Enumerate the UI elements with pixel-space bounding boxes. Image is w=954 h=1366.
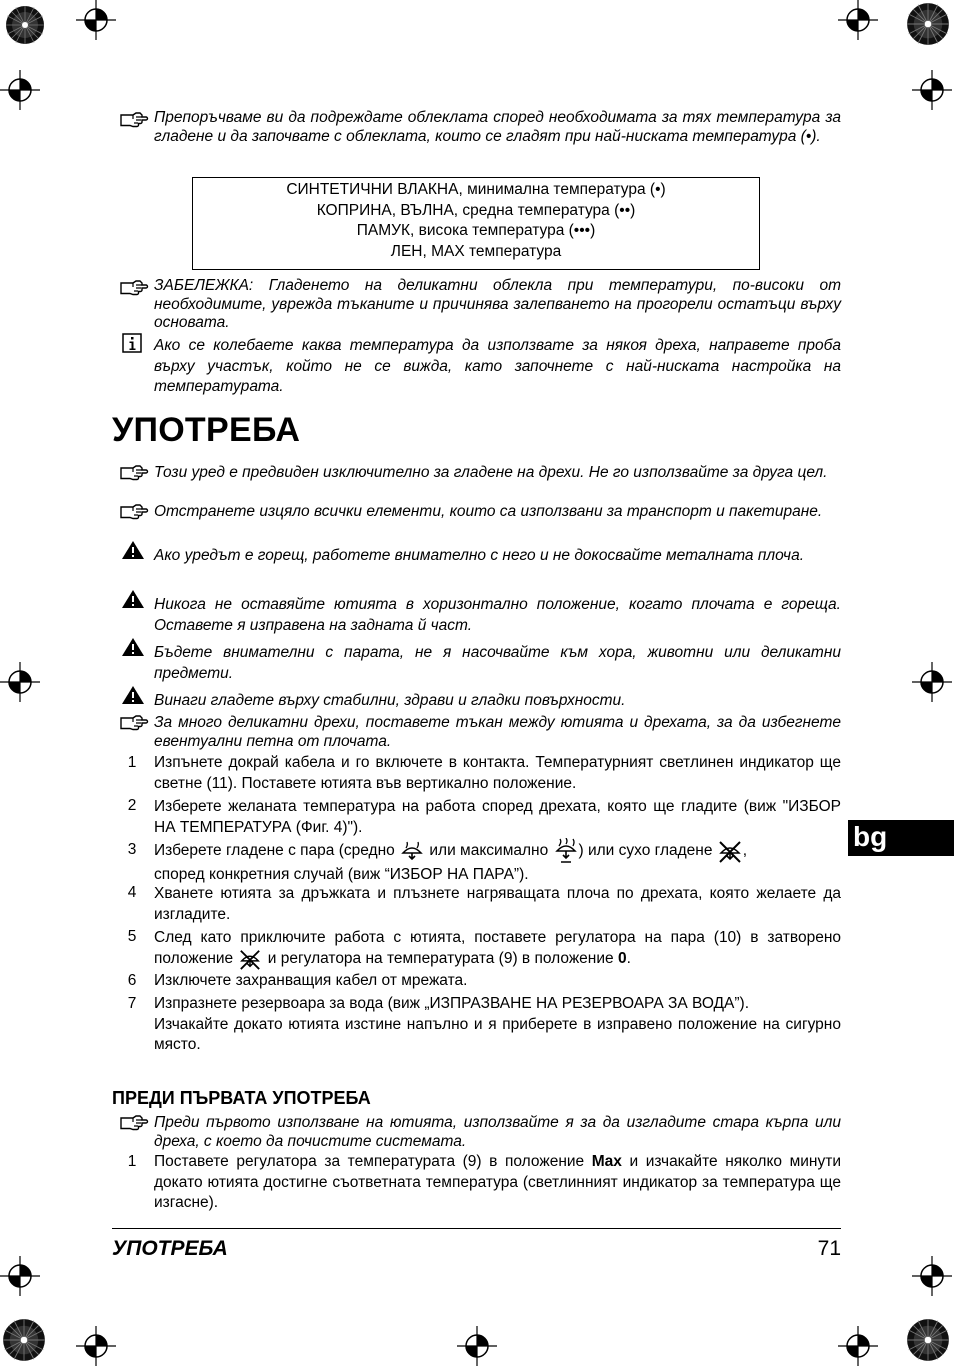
step-number: 7 xyxy=(127,995,137,1012)
usage-note: За много деликатни дрехи, поставете тъкан между ютията и дрехата, за да избегнете евентуални петна от плочата. xyxy=(154,714,841,750)
table-row: КОПРИНА, ВЪЛНА, средна температура (••) xyxy=(316,201,636,219)
dry-ironing-icon xyxy=(717,839,743,863)
steam-max-icon xyxy=(553,838,579,864)
step-number: 4 xyxy=(127,884,137,901)
language-tab: bg xyxy=(848,820,954,856)
warning-icon xyxy=(121,540,145,560)
step-text: Изключете захранващия кабел от мрежата. xyxy=(154,972,468,989)
steam-medium-icon xyxy=(399,841,425,861)
warning-icon xyxy=(121,637,145,657)
subsection-title: ПРЕДИ ПЪРВАТА УПОТРЕБА xyxy=(112,1088,371,1108)
pointing-hand-icon xyxy=(119,109,149,129)
step-text: Изберете гладене с пара (средно или максимално ) или сухо гладене , според конкретния случай (виж “ИЗБОР НА ПАРА”). xyxy=(154,838,841,886)
table-row: ЛЕН, MAX температура xyxy=(390,242,562,260)
step-number: 1 xyxy=(127,1153,137,1170)
step-number: 3 xyxy=(127,841,137,858)
registration-mark-icon xyxy=(457,1326,497,1366)
registration-mark-icon xyxy=(0,70,40,110)
step-text: Изпразнете резервоара за вода (виж „ИЗПРАЗВАНЕ НА РЕЗЕРВОАРА ЗА ВОДА”). Изчакайте докато ютията изстине напълно и я приберете в изправено положение на сигурно място. xyxy=(154,995,841,1053)
pointing-hand-icon xyxy=(119,462,149,482)
usage-note: Винаги гладете върху стабилни, здрави и гладки повърхности. xyxy=(154,692,626,709)
footer-section-name: УПОТРЕБА xyxy=(112,1237,228,1260)
registration-mark-icon xyxy=(912,70,952,110)
table-row: ПАМУК, висока температура (•••) xyxy=(356,222,596,239)
intro-note: ЗАБЕЛЕЖКА: Гладенето на деликатни облекла при температури, по-високи от необходимите, уврежда тъканите и причинява залепването на прогорели остатъци върху основата. xyxy=(154,277,841,331)
dry-ironing-icon xyxy=(237,948,263,970)
warning-icon xyxy=(121,685,145,705)
usage-note: Този уред е предвиден изключително за гладене на дрехи. Не го използвайте за друга цел. xyxy=(154,464,828,481)
pointing-hand-icon xyxy=(119,712,149,732)
footer-divider xyxy=(112,1228,841,1229)
usage-note: Никога не оставяйте ютията в хоризонтално положение, когато плочата е гореща. Оставете я изправена на задната й част. xyxy=(154,596,841,634)
pointing-hand-icon xyxy=(119,1112,149,1132)
usage-note: Бъдете внимателни с парата, не я насочвайте към хора, животни или деликатни предмети. xyxy=(154,644,841,682)
registration-mark-icon xyxy=(76,0,116,40)
color-target-icon xyxy=(2,1318,46,1362)
section-title: УПОТРЕБА xyxy=(112,411,301,449)
pointing-hand-icon xyxy=(119,501,149,521)
registration-mark-icon xyxy=(912,662,952,702)
registration-mark-icon xyxy=(76,1326,116,1366)
registration-mark-icon xyxy=(0,0,60,60)
registration-mark-icon xyxy=(838,0,878,40)
intro-info: Ако се колебаете каква температура да използвате за някоя дреха, направете проба върху участък, който не се вижда, като започнете с най-ниската настройка на температурата. xyxy=(154,337,841,395)
page-number: 71 xyxy=(817,1237,841,1260)
color-target-icon xyxy=(906,1318,950,1362)
step-number: 6 xyxy=(127,972,137,989)
pointing-hand-icon xyxy=(119,277,149,297)
step-text: Изпънете докрай кабела и го включете в контакта. Температурният светлинен индикатор ще светне (11). Поставете ютията във вертикално положение. xyxy=(154,754,841,792)
table-row: СИНТЕТИЧНИ ВЛАКНА, минимална температура (•) xyxy=(286,181,666,198)
usage-note: Ако уредът е горещ, работете внимателно с него и не докосвайте металната плоча. xyxy=(154,547,805,564)
registration-mark-icon xyxy=(838,1326,878,1366)
intro-tip: Препоръчваме ви да подреждате облеклата според необходимата за тях температура за гладене и да започвате с облеклата, които се гладят при най-ниската температура (•). xyxy=(154,109,841,145)
step-number: 5 xyxy=(127,928,137,945)
usage-note: Отстранете изцяло всички елементи, които са използвани за транспорт и пакетиране. xyxy=(154,503,823,520)
registration-mark-icon xyxy=(912,1256,952,1296)
step-number: 2 xyxy=(127,797,137,814)
color-target-icon xyxy=(906,2,950,46)
step-text: След като приключите работа с ютията, поставете регулатора на пара (10) в затворено положение и регулатора на температурата (9) в положение 0. xyxy=(154,927,841,970)
registration-mark-icon xyxy=(0,1256,40,1296)
step-text: Хванете ютията за дръжката и плъзнете нагряващата плоча по дрехата, която желаете да изгладите. xyxy=(154,885,841,923)
warning-icon xyxy=(121,589,145,609)
first-use-tip: Преди първото използване на ютията, използвайте я за да изгладите стара кърпа или дреха, с което да почистите системата. xyxy=(154,1114,841,1150)
step-number: 1 xyxy=(127,754,137,771)
temperature-table xyxy=(192,177,760,270)
step-text: Поставете регулатора за температурата (9) в положение Max и изчакайте няколко минути докато ютията достигне съответната температура (светлинният индикатор за температура ще изгасне). xyxy=(154,1153,841,1211)
registration-mark-icon xyxy=(0,662,40,702)
step-text: Изберете желаната температура на работа според дрехата, която ще гладите (виж "ИЗБОР НА ТЕМПЕРАТУРА (Фиг. 4)"). xyxy=(154,798,841,836)
info-icon xyxy=(122,333,142,353)
